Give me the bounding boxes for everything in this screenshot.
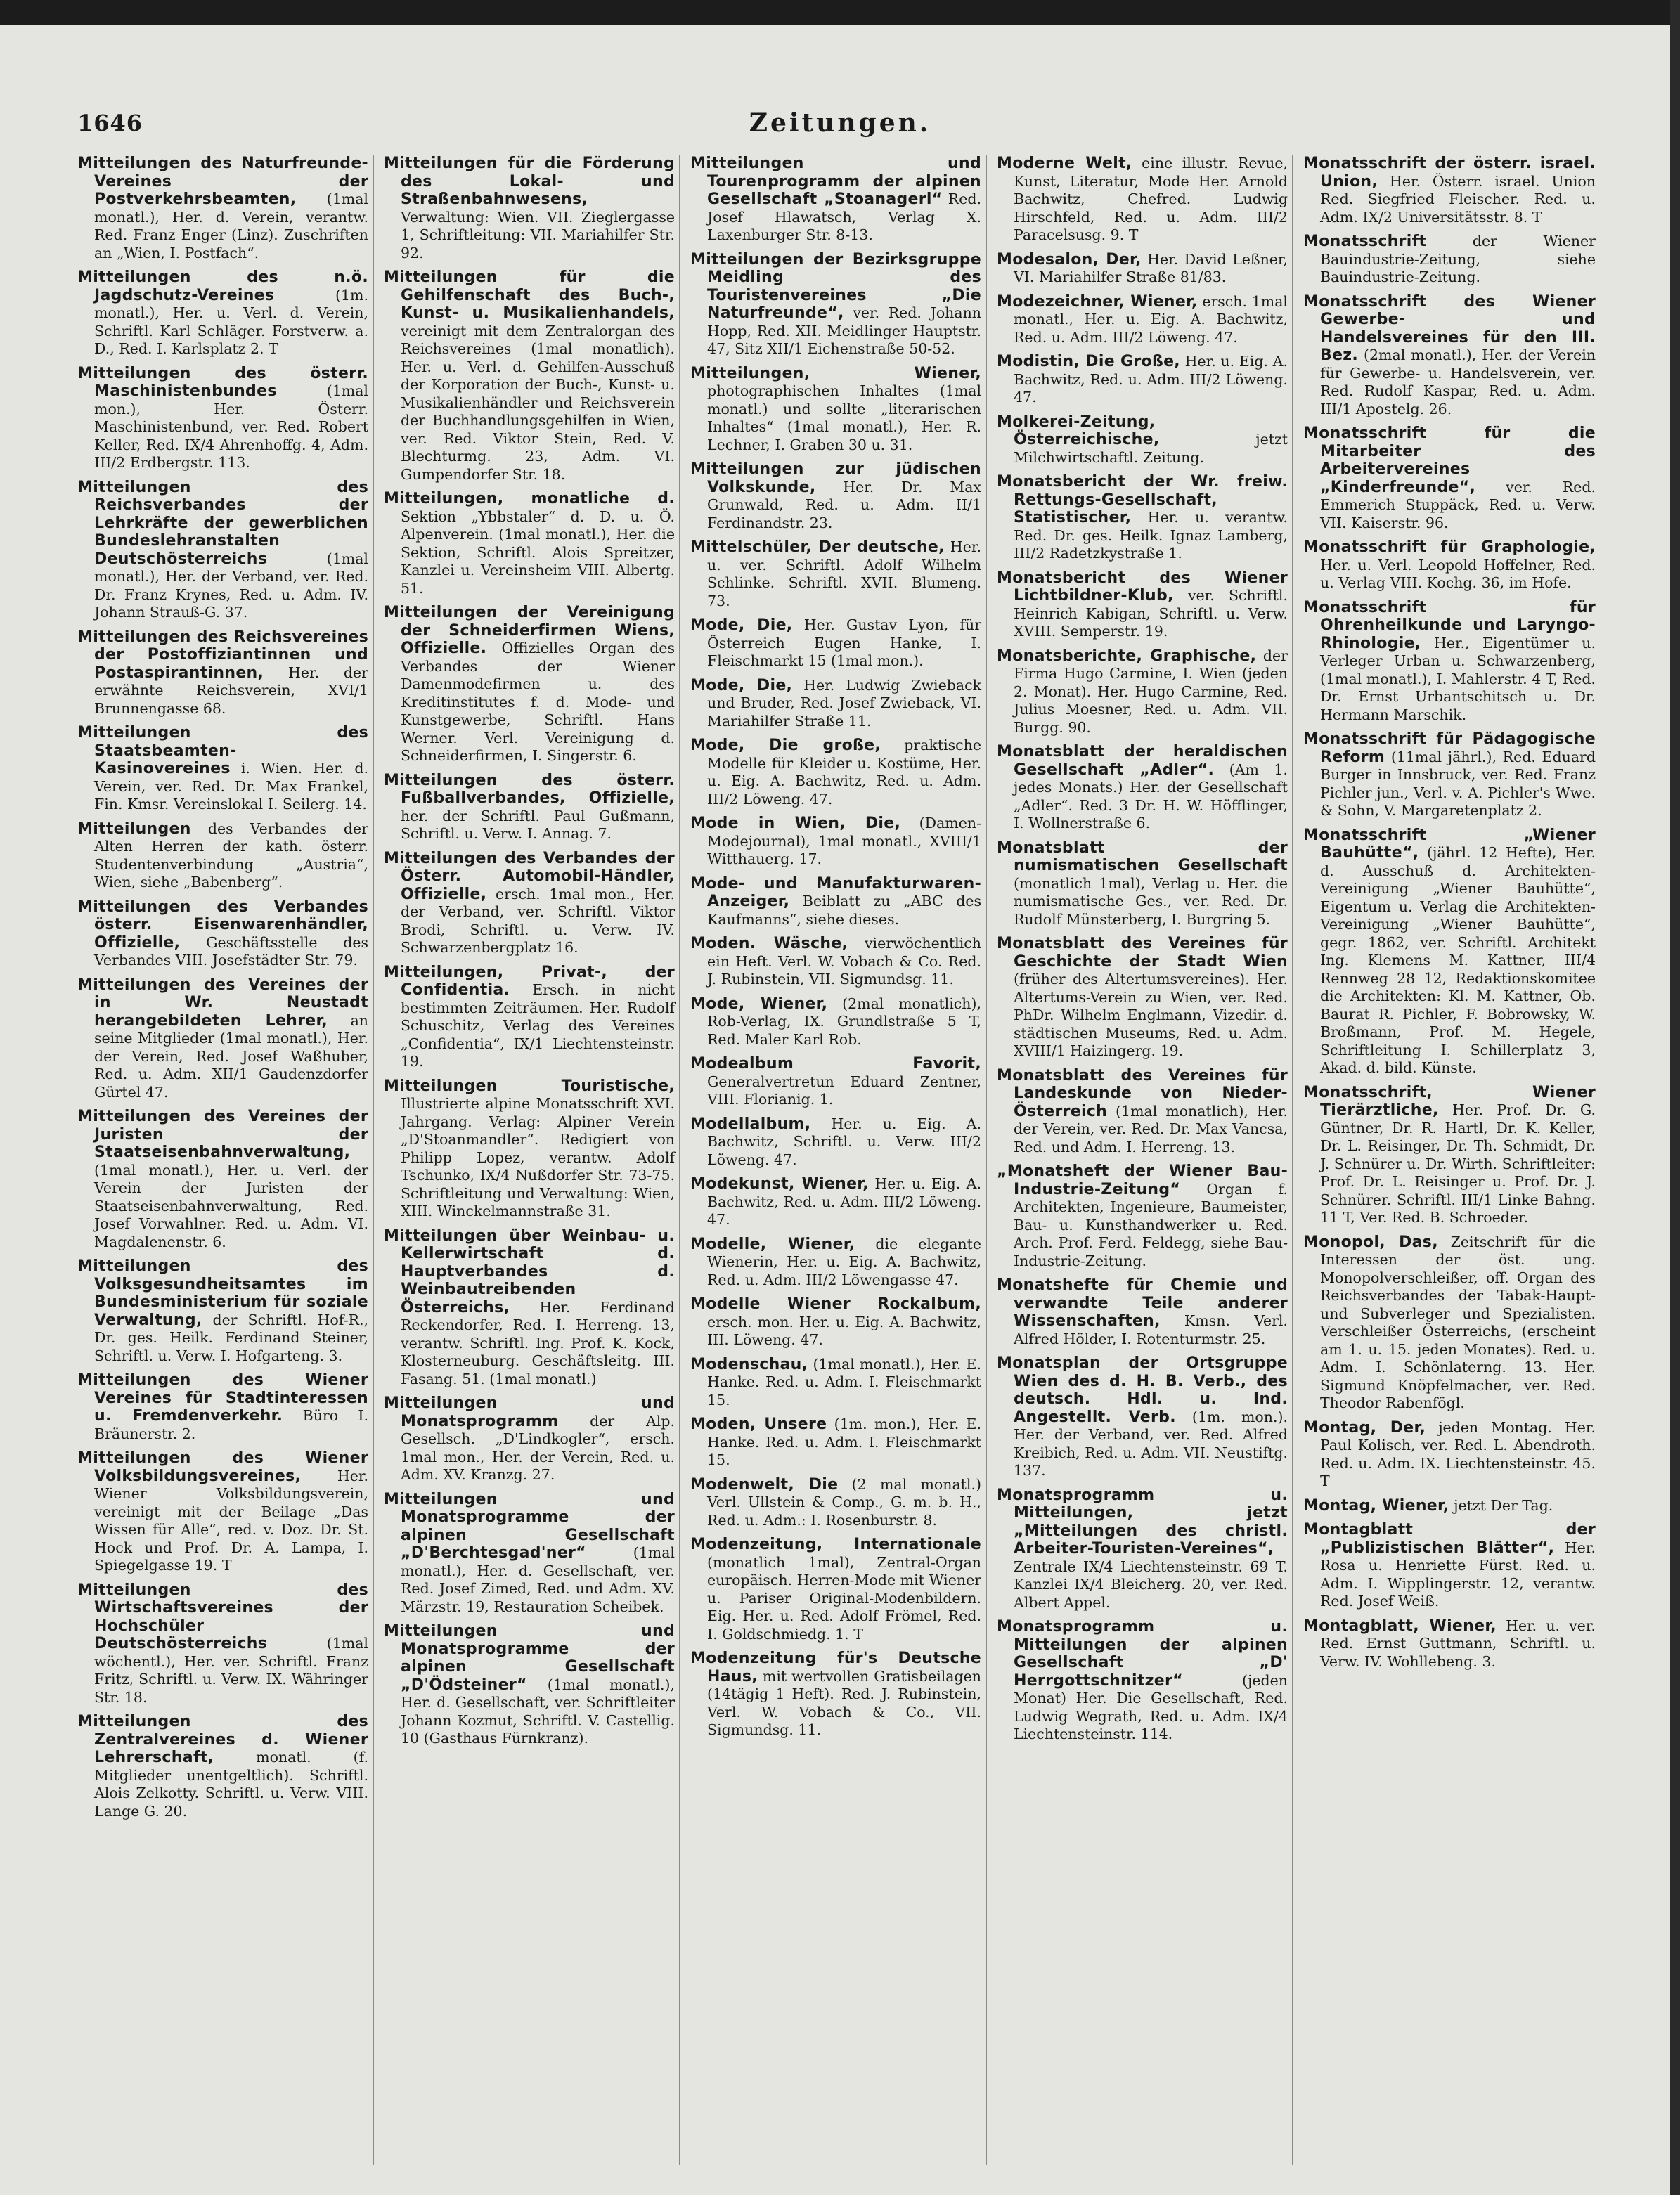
entry-title: Mode in Wien, Die, — [690, 815, 901, 832]
entry-details: Beiblatt zu „ABC des Kaufmanns“, siehe dieses. — [707, 893, 981, 928]
directory-entry — [77, 1371, 368, 1443]
directory-entry — [690, 155, 981, 245]
entry-title: Mode- und Manufakturwaren-Anzeiger, — [690, 874, 981, 910]
entry-details: ver. Red. Emmerich Stuppäck, Red. u. Verw. VII. Kaiserstr. 96. — [1320, 478, 1596, 531]
page-number: 1646 — [77, 110, 143, 136]
entry-title: Mode, Wiener, — [690, 995, 828, 1013]
entry-details: Her. Rosa u. Henriette Fürst. Red. u. Adm. I. Wipplingerstr. 12, verantw. Red. Josef Weiß. — [1320, 1539, 1596, 1610]
entry-details: an seine Mitglieder (1mal monatl.), Her. der Verein, Red. Josef Waßhuber, Red. u. Adm. XII/1 Gaudenzdorfer Gürtel 47. — [94, 1011, 368, 1101]
entry-details: i. Wien. Her. d. Verein, ver. Red. Dr. Max Frankel, Fin. Kmsr. Vereinslokal I. Seilerg. 14. — [94, 760, 368, 812]
directory-entry — [997, 1276, 1288, 1348]
entry-details: Geschäftsstelle des Verbandes VIII. Josefstädter Str. 79. — [94, 933, 368, 969]
directory-entry — [384, 964, 675, 1071]
entry-details: (1m. mon.). Her. der Verband, ver. Red. Alfred Kreibich, Red. u. Adm. VII. Neustiftg. 137. — [1014, 1408, 1288, 1479]
entry-title: Mittelschüler, Der deutsche, — [690, 538, 945, 556]
directory-entry — [997, 353, 1288, 407]
directory-entry — [77, 898, 368, 970]
entry-title: Mitteilungen des österr. Fußballverbandes, Offizielle, — [384, 771, 675, 807]
entry-details: die elegante Wienerin, Her. u. Eig. A. Bachwitz, Red. u. Adm. III/2 Löwengasse 47. — [707, 1235, 981, 1288]
entry-title: Mitteilungen des Staatsbeamten-Kasinovereines — [77, 724, 368, 777]
entry-title: Modenschau, — [690, 1355, 808, 1373]
directory-entry — [690, 616, 981, 671]
directory-entry — [77, 820, 368, 892]
entry-details: der Schriftl. Hof-R., Dr. ges. Heilk. Ferdinand Steiner, Schriftl. u. Verw. I. Hofgarteng. 3. — [94, 1311, 368, 1364]
directory-entry — [1303, 1521, 1596, 1611]
entry-details: (1m. monatl.), Her. u. Verl. d. Verein, Schriftl. Karl Schläger. Forstverw. a. D., Red. I. Karlsplatz 2. T — [94, 286, 368, 357]
entry-details: ersch. mon. Her. u. Eig. A. Bachwitz, III. Löweng. 47. — [707, 1313, 981, 1348]
directory-entry — [997, 293, 1288, 347]
document-page — [77, 105, 1603, 2165]
directory-entry — [997, 839, 1288, 929]
entry-title: Molkerei-Zeitung, Österreichische, — [997, 413, 1160, 448]
entry-title: Monatsblatt des Vereines für Geschichte der Stadt Wien — [997, 935, 1288, 971]
entry-details: Her. Wiener Volksbildungsverein, vereinigt mit der Beilage „Das Wissen für Alle“, red. v. Doz. Dr. St. Hock und Prof. Dr. A. Lampa, I. Spiegelgasse 19. T — [94, 1467, 368, 1574]
directory-entry — [997, 1618, 1288, 1744]
entry-details: (1mal monatl.), Her. der Verband, ver. Red. Dr. Franz Krynes, Red. u. Adm. IV. Johann Strauß-G. 37. — [94, 550, 368, 621]
directory-entry — [384, 1227, 675, 1389]
entry-details: ersch. 1mal mon., Her. der Verband, ver. Schriftl. Viktor Brodi, Schriftl. u. Verw. IV. Schwarzenbergplatz 16. — [401, 885, 675, 956]
entry-title: Monatsprogramm u. Mitteilungen der alpinen Gesellschaft „D' Herrgottschnitzer“ — [997, 1618, 1288, 1690]
entry-title: Modekunst, Wiener, — [690, 1175, 869, 1193]
directory-entry — [77, 1449, 368, 1575]
entry-details: Red. Josef Hlawatsch, Verlag X. Laxenburger Str. 8-13. — [707, 190, 981, 243]
entry-details: ersch. 1mal monatl., Her. u. Eig. A. Bachwitz, Red. u. Adm. III/2 Löweng. 47. — [1014, 292, 1288, 346]
entry-title: Modenwelt, Die — [690, 1475, 839, 1494]
entry-details: Her. Dr. Max Grunwald, Red. u. Adm. II/1 Ferdinandstr. 23. — [707, 478, 981, 531]
entry-details: (2mal monatl.), Her. der Verein für Gewerbe- u. Handelsverein, ver. Red. Rudolf Kaspar, Red. u. Adm. III/1 Apostelg. 26. — [1320, 347, 1596, 417]
entry-details: (Damen-Modejournal), 1mal monatl., XVIII/1 Witthauerg. 17. — [707, 815, 981, 867]
entry-title: Mitteilungen des österr. Maschinistenbundes — [77, 364, 368, 400]
entry-details: vierwöchentlich ein Heft. Verl. W. Vobach & Co. Red. J. Rubinstein, VII. Sigmundsg. 11. — [707, 935, 981, 988]
entry-details: (jeden Monat) Her. Die Gesellschaft, Red. Ludwig Wegrath, Red. u. Adm. IX/4 Liechtensteinstr. 114. — [1014, 1671, 1288, 1742]
entry-title: Monatsschrift — [1303, 233, 1427, 250]
directory-entry — [690, 1650, 981, 1740]
entry-details: Her. Ferdinand Reckendorfer, Red. I. Herreng. 13, verantw. Schriftl. Ing. Prof. K. Kock, Klosterneuburg. Geschäftsleitg. III. Fasang. 51. (1mal monatl.) — [401, 1298, 675, 1387]
entry-details: eine illustr. Revue, Kunst, Literatur, Mode Her. Arnold Bachwitz, Chefred. Ludwig Hirschfeld, Red. u. Adm. III/2 Paracelsusg. 9. T — [1014, 155, 1288, 243]
entry-details: photographischen Inhaltes (1mal monatl.) und sollte „literarischen Inhaltes“ (1mal monatl.), Her. R. Lechner, I. Graben 30 u. 31. — [707, 382, 981, 453]
entry-details: (1mal mon.), Her. Österr. Maschinistenbund, ver. Red. Robert Keller, Red. IX/4 Ahrenhoffg. 4, Adm. III/2 Erdbergstr. 113. — [94, 382, 368, 471]
directory-entry — [77, 724, 368, 814]
entry-title: Montag, Der, — [1303, 1418, 1426, 1437]
directory-entry — [997, 413, 1288, 467]
directory-entry — [997, 1067, 1288, 1157]
directory-entry — [997, 743, 1288, 833]
directory-entry — [77, 365, 368, 472]
entry-title: Modezeichner, Wiener, — [997, 292, 1198, 311]
entry-details: Her. David Leßner, VI. Mariahilfer Straße 81/83. — [1014, 250, 1288, 285]
entry-title: Monatsberichte, Graphische, — [997, 647, 1257, 665]
entry-details: (früher des Altertumsvereines). Her. Altertums-Verein zu Wien, ver. Red. PhDr. Wilhelm Englmann, Vizedir. d. städtischen Museums, Red. u. Adm. XVIII/1 Haizingerg. 19. — [1014, 971, 1288, 1059]
directory-entry — [77, 1257, 368, 1365]
entry-title: Monatsblatt der heraldischen Gesellschaft „Adler“. — [997, 743, 1288, 779]
entry-title: Monatsschrift für Ohrenheilkunde und Laryngo-Rhinologie, — [1303, 598, 1596, 652]
directory-entry — [997, 1354, 1288, 1480]
column-3 — [690, 155, 987, 2165]
directory-entry — [690, 875, 981, 929]
directory-entry — [77, 1581, 368, 1707]
directory-entry — [77, 1108, 368, 1251]
directory-entry — [690, 1115, 981, 1170]
entry-details: (1mal monatlich), Her. der Verein, ver. Red. Dr. Max Vancsa, Red. und Adm. I. Herreng. 13. — [1014, 1102, 1288, 1155]
entry-title: Monatsprogramm u. Mitteilungen, jetzt „Mitteilungen des christl. Arbeiter-Touristen-Vereines“, — [997, 1486, 1288, 1558]
directory-entry — [997, 935, 1288, 1061]
directory-entry — [384, 155, 675, 262]
entry-details: Illustrierte alpine Monatsschrift XVI. Jahrgang. Verlag: Alpiner Verein „D'Stoanmandler“. Redigiert von Philipp Lopez, verantw. Adolf Tschunko, IX/4 Nußdorfer Str. 73-75. Schriftleitung und Verwaltung: Wien, XIII. Winckelmannstraße 31. — [401, 1095, 675, 1219]
directory-entry — [384, 268, 675, 484]
directory-entry — [1303, 155, 1596, 226]
directory-entry — [690, 1295, 981, 1349]
entry-details: Offizielles Organ des Verbandes der Wiener Damenmodefirmen u. des Kreditinstitutes f. d. Mode- und Kunstgewerbe, Schriftl. Hans Werner. Verl. Vereinigung d. Schneiderfirmen, I. Singerstr. 6. — [401, 640, 675, 764]
entry-details: (monatlich 1mal), Zentral-Organ europäisch. Herren-Mode mit Wiener u. Pariser Original-Modenbildern. Eig. Her. u. Red. Adolf Frömel, Red. I. Goldschmiedg. 1. T — [707, 1553, 981, 1643]
directory-entry — [1303, 538, 1596, 593]
entry-details: (monatlich 1mal), Verlag u. Her. die numismatische Ges., ver. Red. Dr. Rudolf Münsterberg, I. Burgring 5. — [1014, 874, 1288, 928]
directory-entry — [1303, 425, 1596, 532]
directory-entry — [690, 1416, 981, 1470]
directory-entry — [690, 251, 981, 358]
entry-details: der Alp. Gesellsch. „D'Lindkogler“, ersch. 1mal mon., Her. der Verein, Red. u. Adm. XV. Kranzg. 27. — [401, 1412, 675, 1483]
entry-title: „Monatsheft der Wiener Bau-Industrie-Zeitung“ — [997, 1163, 1288, 1198]
entry-details: (1mal monatl.), Her. E. Hanke. Red. u. Adm. I. Fleischmarkt 15. — [707, 1355, 981, 1409]
entry-details: ver. Schriftl. Heinrich Kabigan, Schriftl. u. Verw. XVIII. Semperstr. 19. — [1014, 587, 1288, 640]
entry-title: Moden. Wäsche, — [690, 935, 848, 952]
entry-title: Mitteilungen des n.ö. Jagdschutz-Vereines — [77, 268, 368, 304]
entry-details: (2mal monatlich), Rob-Verlag, IX. Grundlstraße 5 T, Red. Maler Karl Rob. — [707, 995, 981, 1048]
entry-details: monatl. (f. Mitglieder unentgeltlich). Schriftl. Alois Zelkotty. Schriftl. u. Verw. VIII. Lange G. 20. — [94, 1749, 368, 1820]
directory-entry — [690, 737, 981, 808]
entry-title: Mitteilungen, monatliche d. — [384, 490, 675, 507]
entry-title: Mitteilungen des Zentralvereines d. Wiener Lehrerschaft, — [77, 1713, 368, 1766]
entry-title: Mode, Die, — [690, 676, 793, 694]
entry-details: Her. Prof. Dr. G. Güntner, Dr. R. Hartl, Dr. K. Keller, Dr. L. Reisinger, Dr. Th. Schmidt, Dr. J. Schnürer u. Dr. Wirth. Schriftleiter: Prof. Dr. L. Reisinger u. Prof. Dr. J. Schnürer. Schriftl. III/1 Linke Bahng. 11 T, Ver. Red. B. Schroeder. — [1320, 1101, 1596, 1226]
entry-title: Montagblatt, Wiener, — [1303, 1617, 1497, 1635]
entry-title: Mitteilungen, Privat-, der Confidentia. — [384, 963, 675, 999]
entry-details: Her. u. verantw. Red. Dr. ges. Heilk. Ignaz Lamberg, III/2 Radetzkystraße 1. — [1014, 509, 1288, 562]
entry-title: Mitteilungen des Wirtschaftsvereines der Hochschüler Deutschösterreichs — [77, 1581, 368, 1652]
directory-entry — [690, 460, 981, 532]
entry-details: Her. u. Verl. Leopold Hoffelner, Red. u. Verlag VIII. Kochg. 36, im Hofe. — [1320, 556, 1596, 591]
directory-entry — [690, 815, 981, 869]
directory-entry — [997, 647, 1288, 737]
entry-details: ver. Red. Johann Hopp, Red. XII. Meidlinger Hauptstr. 47, Sitz XII/1 Eichenstraße 50-52. — [707, 304, 981, 357]
entry-title: Mitteilungen, Wiener, — [690, 364, 981, 382]
entry-title: Monatsplan der Ortsgruppe Wien des d. H. B. Verb., des deutsch. Hdl. u. Ind. Angestellt. Verb. — [997, 1354, 1288, 1426]
entry-title: Mitteilungen der Bezirksgruppe Meidling des Touristenvereines „Die Naturfreunde“, — [690, 250, 981, 322]
entry-title: Mitteilungen und Tourenprogramm der alpinen Gesellschaft „Stoanagerl“ — [690, 155, 981, 208]
entry-details: (11mal jährl.), Red. Eduard Burger in Innsbruck, ver. Red. Franz Pichler jun., Verl. v. A. Pichler's Wwe. & Sohn, V. Margaretenplatz 2. — [1320, 748, 1596, 819]
entry-title: Moden, Unsere — [690, 1416, 827, 1433]
entry-title: Monopol, Das, — [1303, 1233, 1438, 1251]
directory-entry — [1303, 827, 1596, 1077]
entry-details: Her. Gustav Lyon, für Österreich Eugen Hanke, I. Fleischmarkt 15 (1mal mon.). — [707, 616, 981, 669]
entry-details: (1m. mon.), Her. E. Hanke. Red. u. Adm. I. Fleischmarkt 15. — [707, 1416, 981, 1468]
entry-details: her. der Schriftl. Paul Gußmann, Schriftl. u. Verw. I. Annag. 7. — [401, 807, 675, 842]
entry-title: Modelle Wiener Rockalbum, — [690, 1295, 981, 1313]
entry-title: Mitteilungen für die Gehilfenschaft des Buch-, Kunst- u. Musikalienhandels, — [384, 268, 675, 322]
directory-entry — [77, 976, 368, 1102]
directory-entry — [384, 490, 675, 597]
directory-entry — [690, 1236, 981, 1290]
entry-details: Organ f. Architekten, Ingenieure, Baumeister, Bau- u. Kunsthandwerker u. Red. Arch. Prof. Ferd. Feldegg, siehe Bau-Industrie-Zeitung. — [1014, 1180, 1288, 1269]
entry-title: Mitteilungen der Vereinigung der Schneiderfirmen Wiens, Offizielle. — [384, 604, 675, 657]
entry-details: jetzt Milchwirtschaftl. Zeitung. — [1014, 431, 1288, 466]
entry-title: Mitteilungen des Vereines der Juristen der Staatseisenbahnverwaltung, — [77, 1108, 368, 1161]
entry-title: Mitteilungen über Weinbau- u. Kellerwirtschaft d. Hauptverbandes d. Weinbautreibenden Österreichs, — [384, 1226, 675, 1316]
entry-details: des Verbandes der Alten Herren der kath. österr. Studentenverbindung „Austria“, Wien, siehe „Babenberg“. — [94, 820, 368, 891]
entry-title: Mitteilungen und Monatsprogramme der alpinen Gesellschaft „D'Ödsteiner“ — [384, 1622, 675, 1694]
entry-title: Mitteilungen des Wiener Volksbildungsvereines, — [77, 1449, 368, 1485]
entry-details: Her. u. Eig. A. Bachwitz, Red. u. Adm. III/2 Löweng. 47. — [707, 1175, 981, 1228]
directory-entry — [690, 1175, 981, 1229]
directory-entry — [77, 628, 368, 718]
entry-details: Ersch. in nicht bestimmten Zeiträumen. Her. Rudolf Schuschitz, Verlag des Vereines „Confidentia“, IX/1 Liechtensteinstr. 19. — [401, 981, 675, 1070]
entry-title: Mitteilungen für die Förderung des Lokal- und Straßenbahnwesens, — [384, 155, 675, 208]
column-4 — [997, 155, 1293, 2165]
entry-title: Modistin, Die Große, — [997, 353, 1180, 370]
directory-entry — [77, 155, 368, 262]
directory-entry — [384, 1077, 675, 1221]
entry-details: jetzt Der Tag. — [1454, 1496, 1553, 1514]
entry-title: Monatsschrift für die Mitarbeiter des Arbeitervereines „Kinderfreunde“, — [1303, 425, 1596, 496]
directory-entry — [997, 251, 1288, 287]
entry-details: jeden Montag. Her. Paul Kolisch, ver. Red. L. Abendroth. Red. u. Adm. IX. Liechtensteinstr. 45. T — [1320, 1418, 1596, 1489]
directory-entry — [690, 1536, 981, 1643]
entry-title: Monatsschrift, Wiener Tierärztliche, — [1303, 1083, 1596, 1119]
scan-right-border — [1670, 0, 1680, 2195]
entry-details: (1mal monatl.), Her. u. Verl. der Verein der Juristen der Staatseisenbahnverwaltung, Red. Josef Vorwahlner. Red. u. Adm. VI. Magdalenenstr. 6. — [94, 1161, 368, 1250]
entry-details: Zentrale IX/4 Liechtensteinstr. 69 T. Kanzlei IX/4 Bleicherg. 20, ver. Red. Albert Appel. — [1014, 1558, 1288, 1611]
scan-top-border — [0, 0, 1680, 25]
entry-title: Mitteilungen des Volksgesundheitsamtes im Bundesministerium für soziale Verwaltung, — [77, 1257, 368, 1329]
entry-title: Modenzeitung für's Deutsche Haus, — [690, 1650, 981, 1685]
entry-title: Mitteilungen — [77, 820, 191, 838]
directory-entry — [997, 569, 1288, 641]
entry-details: Her. der erwähnte Reichsverein, XVI/1 Brunnengasse 68. — [94, 663, 368, 717]
entry-title: Monatsbericht der Wr. freiw. Rettungs-Gesellschaft, Statistischer, — [997, 473, 1288, 526]
column-1 — [77, 155, 374, 2165]
entry-details: Verwaltung: Wien. VII. Zieglergasse 1, Schriftleitung: VII. Mariahilfer Str. 92. — [401, 208, 675, 261]
entry-details: Sektion „Ybbstaler“ d. D. u. Ö. Alpenverein. (1mal monatl.), Her. die Sektion, Schriftl. Alois Spreitzer, Kanzlei u. Vereinsheim VIII. Albertg. 51. — [401, 507, 675, 597]
entry-title: Mitteilungen des Reichsverbandes der Lehrkräfte der gewerblichen Bundeslehranstalten Deutschösterreichs — [77, 478, 368, 568]
entry-details: Her. u. ver. Schriftl. Adolf Wilhelm Schlinke. Schriftl. XVII. Blumeng. 73. — [707, 538, 981, 609]
entry-title: Mitteilungen des Verbandes österr. Eisenwarenhändler, Offizielle, — [77, 898, 368, 952]
entry-title: Mitteilungen und Monatsprogramme der alpinen Gesellschaft „D'Berchtesgad'ner“ — [384, 1490, 675, 1562]
entry-details: (2 mal monatl.) Verl. Ullstein & Comp., G. m. b. H., Red. u. Adm.: I. Rosenburstr. 8. — [707, 1475, 981, 1529]
entry-title: Mitteilungen des Wiener Vereines für Stadtinteressen u. Fremdenverkehr. — [77, 1371, 368, 1425]
directory-entry — [997, 1163, 1288, 1270]
directory-entry — [1303, 293, 1596, 419]
directory-entry — [690, 1476, 981, 1530]
entry-title: Modealbum Favorit, — [690, 1055, 981, 1073]
directory-entry — [1303, 1084, 1596, 1227]
entry-details: Her. u. Eig. A. Bachwitz, Red. u. Adm. III/2 Löweng. 47. — [1014, 353, 1288, 406]
text-columns — [77, 155, 1603, 2165]
entry-title: Monatsschrift für Graphologie, — [1303, 538, 1596, 556]
directory-entry — [384, 772, 675, 843]
directory-entry — [384, 604, 675, 765]
entry-title: Monatsblatt der numismatischen Gesellschaft — [997, 838, 1288, 874]
entry-title: Monatsbericht des Wiener Lichtbildner-Klub, — [997, 569, 1288, 604]
directory-entry — [997, 473, 1288, 563]
entry-details: (1mal monatl.), Her. d. Verein, verantw. Red. Franz Enger (Linz). Zuschriften an „Wien, I. Postfach“. — [94, 190, 368, 261]
directory-entry — [77, 479, 368, 622]
entry-title: Mode, Die große, — [690, 737, 881, 754]
directory-entry — [1303, 1419, 1596, 1491]
entry-title: Montag, Wiener, — [1303, 1496, 1449, 1515]
entry-details: Zeitschrift für die Interessen der öst. ung. Monopolverschleißer, off. Organ des Reichsverbandes der Tabak-Haupt- und Subverleger und Spezialisten. Verschleißer Österreichs, (erscheint am 1. u. 15. jeden Monates). Red. u. Adm. I. Schönlaterng. 13. Her. Sigmund Knöpfelmacher, ver. Red. Theodor Rabenfögl. — [1320, 1233, 1596, 1411]
directory-entry — [1303, 1617, 1596, 1671]
directory-entry — [690, 1055, 981, 1109]
entry-title: Monatsschrift „Wiener Bauhütte“, — [1303, 826, 1596, 862]
column-5 — [1303, 155, 1600, 2165]
entry-details: Her. u. Eig. A. Bachwitz, Schriftl. u. Verw. III/2 Löweng. 47. — [707, 1115, 981, 1168]
entry-details: praktische Modelle für Kleider u. Kostüme, Her. u. Eig. A. Bachwitz, Red. u. Adm. III/2 Löweng. 47. — [707, 737, 981, 808]
entry-details: Her. Österr. israel. Union Red. Siegfried Fleischer. Red. u. Adm. IX/2 Universitätsstr. 8. T — [1320, 172, 1596, 226]
directory-entry — [77, 1713, 368, 1820]
entry-details: (1mal wöchentl.), Her. ver. Schriftl. Franz Fritz, Schriftl. u. Verw. IX. Währinger Str. 18. — [94, 1635, 368, 1706]
directory-entry — [1303, 599, 1596, 725]
entry-details: Her. Ludwig Zwieback und Bruder, Red. Josef Zwieback, VI. Mariahilfer Straße 11. — [707, 676, 981, 730]
page-header — [77, 105, 1603, 148]
entry-title: Monatshefte für Chemie und verwandte Teile anderer Wissenschaften, — [997, 1276, 1288, 1330]
directory-entry — [1303, 730, 1596, 820]
entry-details: Generalvertretun Eduard Zentner, VIII. Florianig. 1. — [707, 1073, 981, 1108]
entry-title: Montagblatt der „Publizistischen Blätter“, — [1303, 1521, 1596, 1557]
directory-entry — [384, 1491, 675, 1617]
directory-entry — [690, 935, 981, 989]
directory-entry — [690, 365, 981, 455]
entry-title: Mitteilungen Touristische, — [384, 1077, 675, 1095]
entry-title: Mitteilungen des Verbandes der Österr. Automobil-Händler, Offizielle, — [384, 849, 675, 903]
entry-title: Mitteilungen des Vereines der in Wr. Neustadt herangebildeten Lehrer, — [77, 976, 368, 1030]
entry-details: (Am 1. jedes Monats.) Her. der Gesellschaft „Adler“. Red. 3 Dr. H. W. Höfflinger, I. Wollnerstraße 6. — [1014, 760, 1288, 831]
entry-title: Monatsblatt des Vereines für Landeskunde von Nieder-Österreich — [997, 1066, 1288, 1120]
entry-title: Monatsschrift für Pädagogische Reform — [1303, 730, 1596, 766]
page-title: Zeitungen. — [749, 108, 931, 138]
entry-details: der Firma Hugo Carmine, I. Wien (jeden 2. Monat). Her. Hugo Carmine, Red. Julius Moesner, Red. u. Adm. VII. Burgg. 90. — [1014, 647, 1288, 736]
entry-details: Her. u. ver. Red. Ernst Guttmann, Schriftl. u. Verw. IV. Wohllebeng. 3. — [1320, 1617, 1596, 1670]
entry-details: Büro I. Bräunerstr. 2. — [94, 1407, 368, 1442]
entry-title: Moderne Welt, — [997, 155, 1132, 172]
directory-entry — [384, 1394, 675, 1484]
entry-title: Modellalbum, — [690, 1115, 811, 1133]
entry-title: Mode, Die, — [690, 616, 793, 634]
entry-title: Mitteilungen des Reichsvereines der Postoffiziantinnen und Postaspirantinnen, — [77, 628, 368, 682]
directory-entry — [1303, 233, 1596, 287]
column-2 — [384, 155, 680, 2165]
entry-details: Her., Eigentümer u. Verleger Urban u. Schwarzenberg, (1mal monatl.), I. Mahlerstr. 4 T, Red. Dr. Ernst Urbantschitsch u. Dr. Hermann Marschik. — [1320, 634, 1596, 723]
entry-title: Monatsschrift der österr. israel. Union, — [1303, 155, 1596, 190]
entry-details: mit wertvollen Gratisbeilagen (14tägig 1 Heft). Red. J. Rubinstein, Verl. W. Vobach & Co., VII. Sigmundsg. 11. — [707, 1667, 981, 1738]
directory-entry — [384, 850, 675, 957]
directory-entry — [384, 1622, 675, 1748]
entry-title: Modesalon, Der, — [997, 250, 1142, 268]
entry-title: Modenzeitung, Internationale — [690, 1536, 981, 1553]
entry-details: der Wiener Bauindustrie-Zeitung, siehe Bauindustrie-Zeitung. — [1320, 233, 1596, 285]
directory-entry — [1303, 1497, 1596, 1515]
entry-details: (jährl. 12 Hefte), Her. d. Ausschuß d. Architekten-Vereinigung „Wiener Bauhütte“, Eigentum u. Verlag die Architekten-Vereinigung „Wiener Bauhütte“, gegr. 1862, ver. Schriftl. Architekt Ing. Klemens M. Kattner, III/4 Rennweg 28 12, Redaktionskomitee die Architekten: Kl. M. Kattner, Ob. Baurat R. Pichler, F. Bobrowsky, W. Broßmann, Prof. M. Hegele, Schriftleitung I. Schillerplatz 3, Akad. d. bild. Künste. — [1320, 844, 1596, 1076]
entry-title: Monatsschrift des Wiener Gewerbe- und Handelsvereines für den III. Bez. — [1303, 292, 1596, 364]
entry-details: Kmsn. Verl. Alfred Hölder, I. Rotenturmstr. 25. — [1014, 1312, 1288, 1347]
entry-title: Mitteilungen des Naturfreunde-Vereines der Postverkehrsbeamten, — [77, 155, 368, 208]
entry-title: Modelle, Wiener, — [690, 1235, 855, 1253]
entry-details: vereinigt mit dem Zentralorgan des Reichsvereines (1mal monatlich). Her. u. Verl. d. Gehilfen-Ausschuß der Korporation der Buch-, Kunst- u. Musikalienhändler und Reichsverein der Buchhandlungsgehilfen in Wien, ver. Red. Viktor Stein, Red. V. Blechturmg. 23, Adm. VI. Gumpendorfer Str. 18. — [401, 322, 675, 483]
entry-details: (1mal monatl.), Her. d. Gesellschaft, ver. Red. Josef Zimed, Red. und Adm. XV. Märzstr. 19, Restauration Scheibek. — [401, 1544, 675, 1615]
entry-details: (1mal monatl.), Her. d. Gesellschaft, ver. Schriftleiter Johann Kozmut, Schriftl. V. Castellig. 10 (Gasthaus Fürnkranz). — [401, 1676, 675, 1747]
directory-entry — [997, 1487, 1288, 1612]
directory-entry — [690, 538, 981, 610]
directory-entry — [690, 1356, 981, 1410]
entry-title: Mitteilungen und Monatsprogramm — [384, 1394, 675, 1430]
entry-title: Mitteilungen zur jüdischen Volkskunde, — [690, 460, 981, 496]
directory-entry — [690, 677, 981, 731]
directory-entry — [997, 155, 1288, 245]
directory-entry — [1303, 1234, 1596, 1413]
directory-entry — [690, 995, 981, 1049]
directory-entry — [77, 268, 368, 358]
